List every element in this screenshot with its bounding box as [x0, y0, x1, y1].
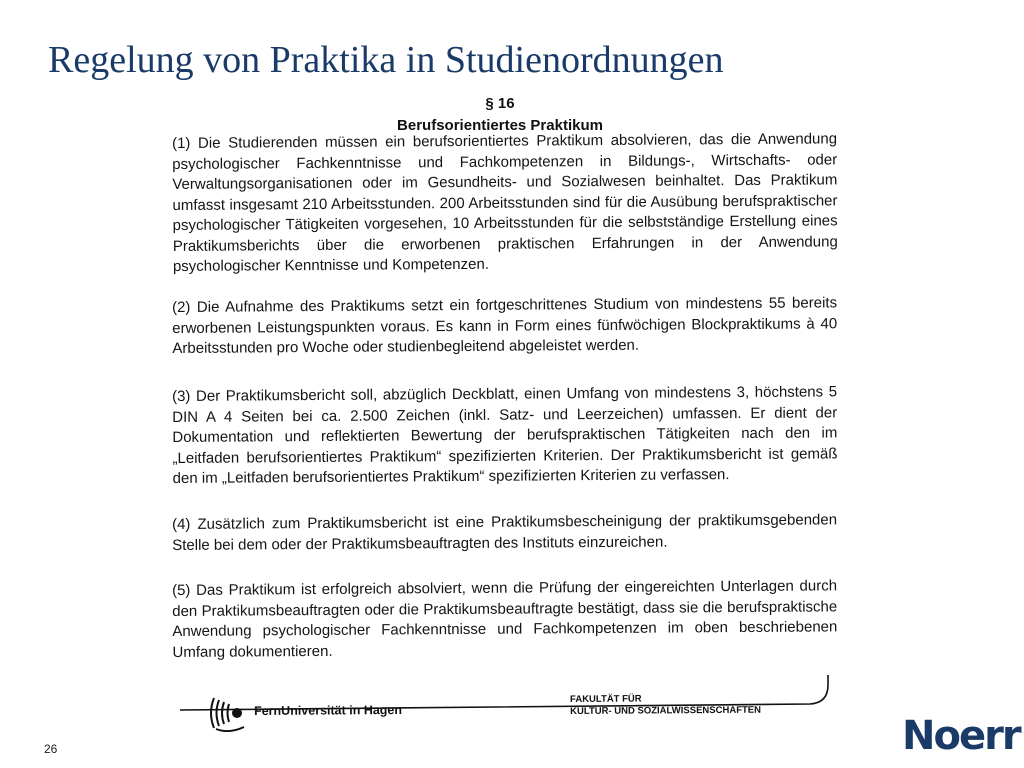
slide-title: Regelung von Praktika in Studienordnungen: [48, 39, 724, 81]
section-number: § 16: [485, 95, 515, 112]
faculty-name: [570, 692, 800, 718]
university-name: FernUniversität in Hagen: [254, 702, 403, 718]
paragraph-1: (1) Die Studierenden müssen ein berufsorientiertes Praktikum absolvieren, das die Anwendung psychologischer Fachkenntnisse und Fachkompetenzen in Bildungs-, Wirtschafts- oder Verwaltungsorganisationen oder im Gesundheits- und Sozialwesen beinhaltet. Das Praktikum umfasst insgesamt 210 Arbeitsstunden. 200 Arbeitsstunden sind für die Ausübung berufspraktischer psychologischer Tätigkeiten vorgesehen, 10 Arbeitsstunden für die selbstständige Erstellung eines Praktikumsberichts über die erworbenen praktischen Erfahrungen in der Anwendung psychologischer Kenntnisse und Kompetenzen.: [172, 130, 838, 275]
slide-number: 26: [44, 742, 58, 756]
section-heading: Berufsorientiertes Praktikum: [397, 117, 603, 134]
paragraph-5: (5) Das Praktikum ist erfolgreich absolviert, wenn die Prüfung der eingereichten Unterlagen durch den Praktikumsbeauftragten oder die Praktikumsbeauftragte bestätigt, dass sie die berufspraktische Anwendung psychologischer Fachkenntnisse und Fachkompetenzen im oben beschriebenen Umfang dokumentieren.: [172, 577, 838, 661]
paragraph-2: (2) Die Aufnahme des Praktikums setzt ein fortgeschrittenes Studium von mindestens 55 bereits erworbenen Leistungspunkten voraus. Es kann in Form eines fünfwöchigen Blockpraktikums à 40 Arbeitsstunden pro Woche oder studienbegleitend abgeleistet werden.: [172, 294, 838, 357]
paragraph-3: (3) Der Praktikumsbericht soll, abzüglich Deckblatt, einen Umfang von mindestens 3, höchstens 5 DIN A 4 Seiten bei ca. 2.500 Zeichen (inkl. Satz- und Leerzeichen) umfassen. Er dient der Dokumentation und reflektierten Bewertung der berufspraktischen Tätigkeiten nach den im „Leitfaden berufsorientiertes Praktikum“ spezifizierten Kriterien. Der Praktikumsbericht ist gemäß den im „Leitfaden berufsorientiertes Praktikum“ spezifizierten Kriterien zu verfassen.: [172, 383, 838, 487]
paragraph-4: (4) Zusätzlich zum Praktikumsbericht ist eine Praktikumsbescheinigung der praktikumsgebenden Stelle bei dem oder der Praktikumsbeauftragten des Instituts einzureichen.: [172, 511, 838, 554]
faculty-line-2: KULTUR- UND SOZIALWISSENSCHAFTEN: [570, 704, 762, 717]
faculty-line-1: FAKULTÄT FÜR: [570, 693, 642, 705]
university-logo-icon: [208, 694, 250, 732]
noerr-logo: Noerr: [902, 713, 1020, 759]
scanned-document: [150, 90, 850, 745]
